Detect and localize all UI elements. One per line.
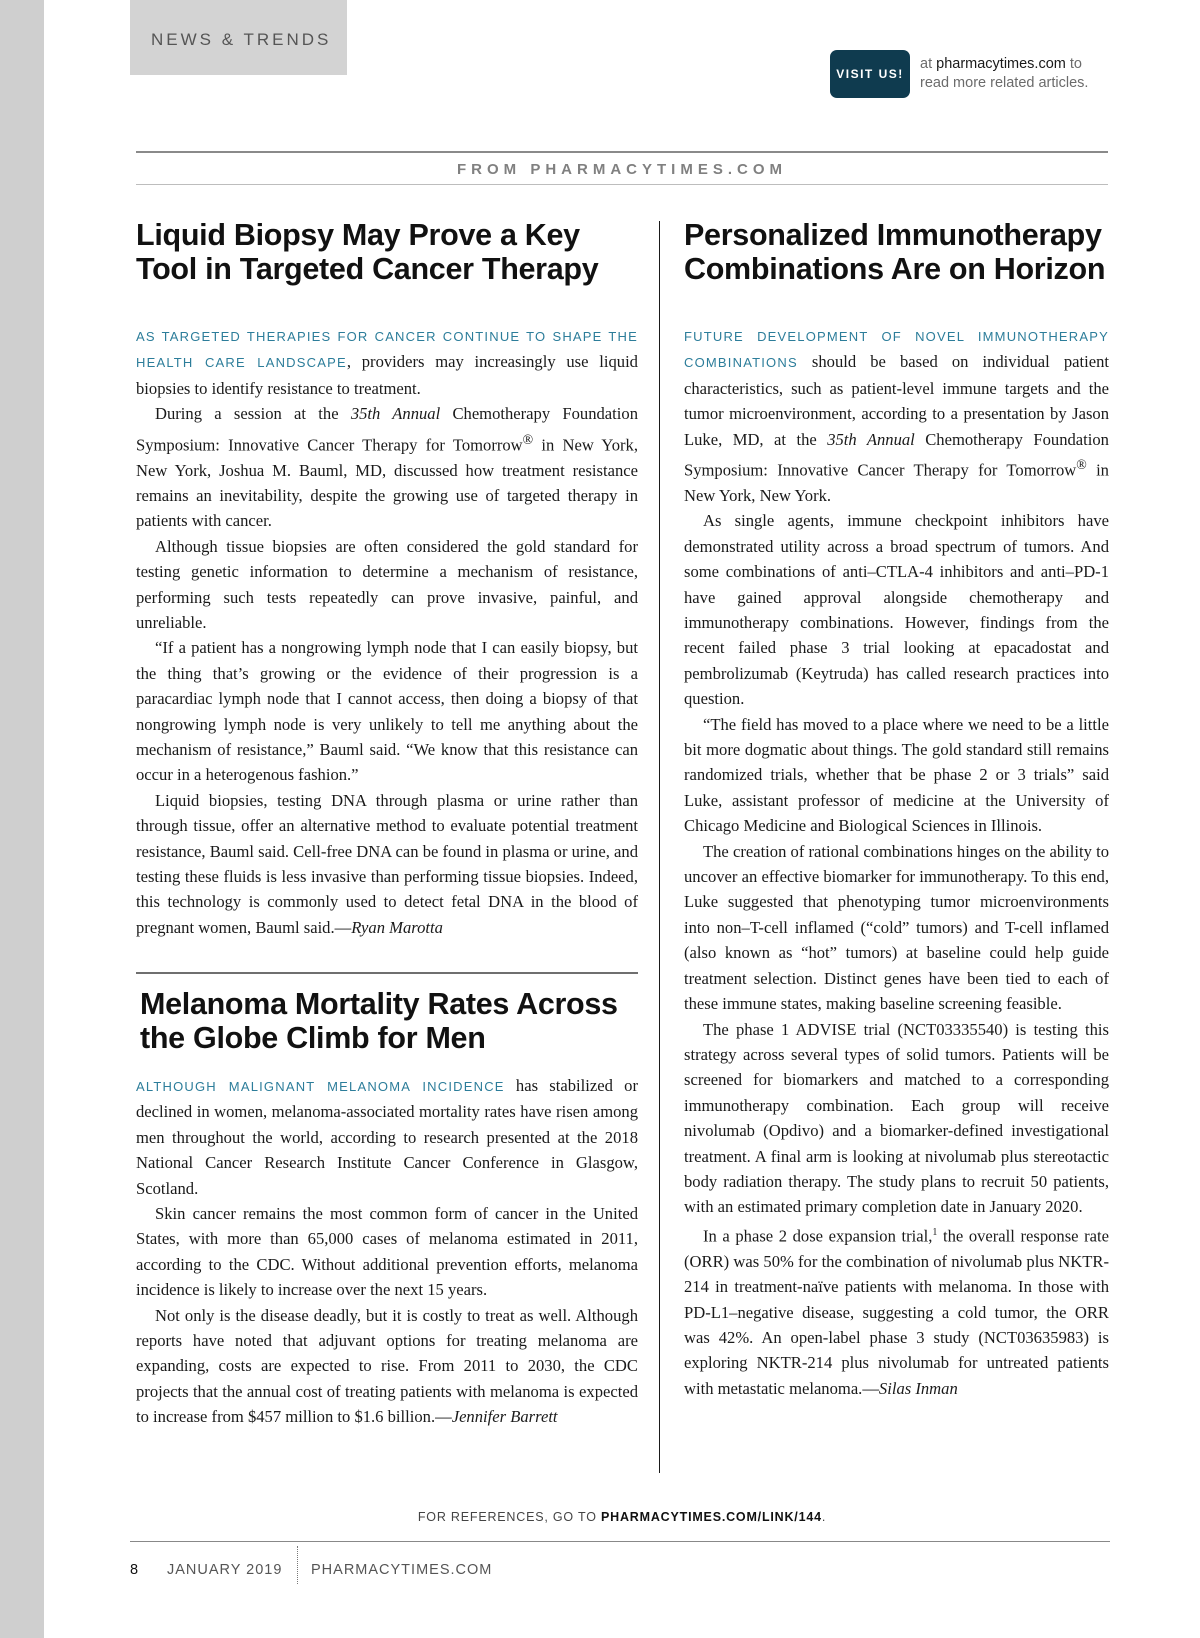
article-body [136,1073,638,1430]
paragraph: The phase 1 ADVISE trial (NCT03335540) is testing this strategy across several types of solid tumors. Patients will be screened for biomarkers and matched to a corresponding immunotherapy combination. Each group will receive nivolumab (Opdivo) and a biomarker-defined investigational treatment. A final arm is looking at nivolumab plus stereotactic body radiation therapy. The study plans to recruit 50 patients, with an estimated primary completion date in January 2020. [684,1019,1109,1217]
article-body [136,323,638,940]
headline-line-2: Tool in Targeted Cancer Therapy [136,252,599,286]
paragraph: As single agents, immune checkpoint inhibitors have demonstrated utility across a broad spectrum of tumors. And some combinations of anti–CTLA-4 inhibitors and anti–PD-1 have gained approval alongside chemotherapy and immunotherapy combinations. However, findings from the recent failed phase 3 trial looking at epacadostat and pembrolizumab (Keytruda) has called research practices into question. [684,511,1109,709]
page-edge-strip [0,0,44,1638]
header-rule-thin [136,184,1108,185]
visit-prefix: at [920,56,937,72]
paragraph: “The field has moved to a place where we need to be a little bit more dogmatic about things. The gold standard still remains randomized trials, whether that be phase 2 or 3 trials” said Luke, assistant professor of medicine at the University of Chicago Medicine and Biological Sciences in Illinois. [684,714,1109,836]
paragraph: The creation of rational combinations hinges on the ability to uncover an effective biomarker for immunotherapy. To this end, Luke suggested that phenotyping tumor microenvironments into non–T-cell inflamed (“cold” tumors) and T-cell inflamed (also known as “hot” tumors) at baseline could help guide treatment selection. Distinct genes have been tied to each of these immune states, making baseline screening feasible. [684,841,1109,1014]
paragraph: Although tissue biopsies are often considered the gold standard for testing genetic information to determine a mechanism of resistance, performing such tests repeatedly can prove invasive, painful, and unreliable. [136,536,638,632]
headline-line-2: Combinations Are on Horizon [684,252,1106,286]
references-prefix: FOR REFERENCES, GO TO [417,1510,602,1524]
lead-in: ALTHOUGH MALIGNANT MELANOMA INCIDENCE [136,1079,505,1094]
paragraph-text: Not only is the disease deadly, but it is costly to treat as well. Although reports have noted that adjuvant options for treating melanoma are expanding, costs are expected to rise. From 2011 to 2030, the CDC projects that the annual cost of treating patients with melanoma is expected to increase from $457 million to $1.6 billion.— [136,1305,638,1427]
author-byline: Silas Inman [878,1378,958,1398]
article-headline [136,218,638,286]
issue-date: JANUARY 2019 [167,1562,283,1578]
paragraph-text: the overall response rate (ORR) was 50% for the combination of nivolumab plus NKTR-214 in treatment-naïve patients with melanoma. In those with PD-L1–negative disease, suggesting a cold tumor, the ORR was 42%. An open-label phase 3 study (NCT03635983) is exploring NKTR-214 plus nivolumab for untreated patients with metastatic melanoma.— [684,1226,1109,1398]
section-tab: NEWS & TRENDS [130,0,347,75]
visit-line2: read more related articles. [920,75,1089,91]
paragraph-text: should be based on individual patient characteristics, such as patient-level immune targets and the tumor microenvironment, according to a presentation by Jason Luke, MD, at the [684,352,1109,449]
references-link[interactable]: PHARMACYTIMES.COM/LINK/144 [601,1510,822,1524]
visit-suffix: to [1065,56,1082,72]
paragraph [684,323,1109,508]
article-liquid-biopsy [136,218,638,940]
paragraph [136,323,638,401]
paragraph-text: , providers may increasingly use liquid biopsies to identify resistance to treatment. [136,352,638,398]
article-headline [684,218,1109,286]
article-body [684,323,1109,1401]
paragraph-text: in New York, New York. [684,460,1109,505]
footer-site: PHARMACYTIMES.COM [311,1562,493,1578]
headline-line-1: Personalized Immunotherapy [684,218,1102,252]
paragraph [136,1073,638,1201]
paragraph-text: Liquid biopsies, testing DNA through plasma or urine rather than through tissue, offer an alternative method to evaluate potential treatment resistance, Bauml said. Cell-free DNA can be found in plasma or urine, and testing these fluids is less invasive than performing tissue biopsies. Indeed, this technology is commonly used to detect fetal DNA in the blood of pregnant women, Bauml said.— [136,790,638,937]
page-number: 8 [130,1562,140,1578]
paragraph [136,1303,638,1430]
paragraph-text: has stabilized or declined in women, melanoma-associated mortality rates have risen among men throughout the world, according to research presented at the 2018 National Cancer Research Institute Cancer Conference in Glasgow, Scotland. [136,1076,638,1198]
article-headline [140,987,638,1055]
references-note [136,1510,1108,1524]
article-separator-rule [136,972,638,974]
from-label: FROM PHARMACYTIMES.COM [457,161,787,178]
column-divider [659,221,660,1473]
references-suffix: . [821,1510,827,1524]
article-immunotherapy [684,218,1109,1401]
paragraph: “If a patient has a nongrowing lymph node that I can easily biopsy, but the thing that’s growing or the evidence of their progression is a paracardiac lymph node that I cannot access, then doing a biopsy of that nongrowing lymph node is very unlikely to tell me anything about the mechanism of resistance,” Bauml said. “We know that this resistance can occur in a heterogenous fashion.” [136,638,638,785]
paragraph-text: During a session at the [155,404,351,424]
header-rule [136,151,1108,153]
paragraph-text: Chemotherapy Foundation Symposium: Innovative Cancer Therapy for Tomorrow [684,429,1109,480]
lead-in: FUTURE DEVELOPMENT OF NOVEL IMMUNOTHERAPY COMBINATIONS [684,329,1109,371]
registered-mark: ® [522,431,534,447]
paragraph [136,401,638,534]
paragraph-text: Chemotherapy Foundation Symposium: Innovative Cancer Therapy for Tomorrow [136,404,638,455]
footer-rule [130,1541,1110,1542]
headline-line-1: Melanoma Mortality Rates Across [140,987,618,1021]
headline-line-1: Liquid Biopsy May Prove a Key [136,218,580,252]
lead-in: AS TARGETED THERAPIES FOR CANCER CONTINUE TO SHAPE THE HEALTH CARE LANDSCAPE [136,329,638,371]
visit-domain-link[interactable]: pharmacytimes.com [936,56,1066,72]
italic-text: 35th Annual [350,404,441,424]
author-byline: Jennifer Barrett [451,1407,558,1427]
footer-separator [297,1546,298,1584]
visit-us-badge[interactable]: VISIT US! [830,50,910,98]
paragraph [136,788,638,940]
reference-superscript: 1 [932,1226,938,1238]
registered-mark: ® [1076,457,1087,473]
author-byline: Ryan Marotta [351,917,443,937]
paragraph [684,1220,1109,1401]
paragraph: Skin cancer remains the most common form of cancer in the United States, with more than 65,000 cases of melanoma estimated in 2011, according to the CDC. Without additional prevention efforts, melanoma incidence is likely to increase over the next 15 years. [136,1204,638,1300]
paragraph-text: In a phase 2 dose expansion trial, [703,1226,933,1246]
italic-text: 35th Annual [827,429,915,449]
paragraph-text: in New York, New York, Joshua M. Bauml, MD, discussed how treatment resistance remains an inevitability, despite the growing use of targeted therapy in patients with cancer. [136,435,638,531]
visit-us-text [920,55,1088,93]
headline-line-2: the Globe Climb for Men [140,1021,486,1055]
article-melanoma [136,987,638,1430]
